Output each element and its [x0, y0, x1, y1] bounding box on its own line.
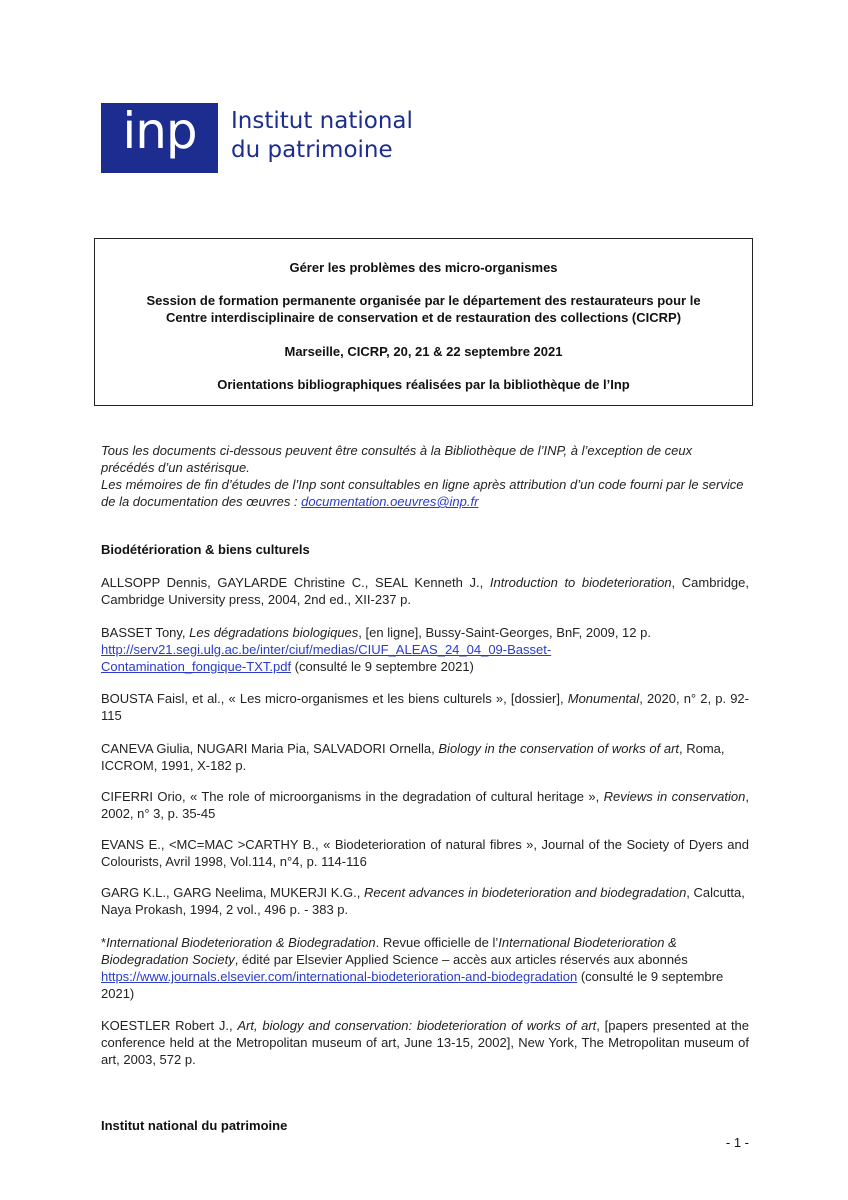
- logo-line-1: Institut national: [231, 108, 413, 134]
- reference-garg: [101, 884, 749, 918]
- reference-international-biodeterioration: [101, 934, 749, 1002]
- logo-mark: inp: [101, 103, 218, 173]
- intro-paragraph-2: [101, 476, 749, 510]
- footer-title: Institut national du patrimoine: [101, 1118, 288, 1133]
- ref-text: BOUSTA Faisl, et al., « Les micro-organismes et les biens culturels », [dossier],: [101, 691, 568, 706]
- ref-text: , [papers presented at the conference held at the Metropolitan museum of art, June 13-15, 2002], New York, The Metropolitan museum of art, 2003, 572 p.: [101, 1018, 750, 1067]
- page-number: - 1 -: [725, 1135, 749, 1150]
- reference-allsopp: [101, 574, 749, 608]
- reference-caneva: [101, 740, 749, 774]
- asterisk-mark: *: [101, 935, 107, 950]
- elsevier-url-link[interactable]: https://www.journals.elsevier.com/international-biodeterioration-and-biodegradation: [101, 969, 578, 984]
- ref-text: (consulté le 9 septembre 2021): [101, 969, 724, 1001]
- ref-text: CANEVA Giulia, NUGARI Maria Pia, SALVADORI Ornella,: [101, 741, 439, 756]
- title-line-1: Gérer les problèmes des micro-organismes: [289, 260, 558, 275]
- intro-note: [101, 442, 749, 510]
- ref-title: International Biodeterioration & Biodegradation: [106, 935, 376, 950]
- url-part-2: Contamination_fongique-TXT.pdf: [101, 659, 292, 674]
- title-line-3: Marseille, CICRP, 20, 21 & 22 septembre 2021: [284, 344, 563, 359]
- logo-line-2: du patrimoine: [231, 137, 393, 163]
- ref-text: , 2020, n° 2, p. 92-115: [101, 691, 749, 723]
- reference-bousta: [101, 690, 749, 724]
- section-title: Biodétérioration & biens culturels: [101, 542, 310, 557]
- ref-title: Introduction to biodeterioration: [489, 575, 672, 590]
- reference-koestler: [101, 1017, 749, 1068]
- ref-text: . Revue officielle de l’: [375, 935, 499, 950]
- title-line-2a: Session de formation permanente organisée par le département des restaurateurs pour le: [146, 293, 701, 308]
- ref-text: KOESTLER Robert J.,: [101, 1018, 238, 1033]
- logo-wordmark: [231, 107, 471, 165]
- intro-paragraph-1: Tous les documents ci-dessous peuvent être consultés à la Bibliothèque de l’INP, à l’exception de ceux précédés d’un astérisque.: [101, 443, 693, 475]
- reference-evans: [101, 836, 749, 870]
- title-line-2: [95, 292, 752, 326]
- ref-title: International Biodeterioration & Biodegradation Society: [101, 935, 677, 967]
- title-line-2b: Centre interdisciplinaire de conservation et de restauration des collections (CICRP): [165, 310, 682, 325]
- reference-basset: [101, 624, 749, 675]
- ref-text: , Cambridge, Cambridge University press, 2004, 2nd ed., XII-237 p.: [101, 575, 749, 607]
- ref-text: BASSET Tony,: [101, 625, 190, 640]
- ref-title: Recent advances in biodeterioration and biodegradation: [363, 885, 687, 900]
- ref-text: CIFERRI Orio, « The role of microorganisms in the degradation of cultural heritage »,: [101, 789, 604, 804]
- ref-text: ALLSOPP Dennis, GAYLARDE Christine C., SEAL Kenneth J.,: [101, 575, 490, 590]
- ref-text: , Roma, ICCROM, 1991, X-182 p.: [101, 741, 725, 773]
- url-part-1: http://serv21.segi.ulg.ac.be/inter/ciuf/medias/CIUF_ALEAS_24_04_09-Basset-: [101, 642, 552, 657]
- title-line-4: Orientations bibliographiques réalisées par la bibliothèque de l’Inp: [217, 377, 630, 392]
- ref-text: , 2002, n° 3, p. 35-45: [101, 789, 749, 821]
- ref-title: Biology in the conservation of works of art: [438, 741, 680, 756]
- ref-title: Reviews in conservation: [603, 789, 746, 804]
- ref-text: , édité par Elsevier Applied Science – accès aux articles réservés aux abonnés: [234, 952, 688, 967]
- title-box: [94, 238, 753, 406]
- ref-text: (consulté le 9 septembre 2021): [291, 659, 474, 674]
- ref-text: EVANS E., <MC=MAC >CARTHY B., « Biodeterioration of natural fibres », Journal of the Society of Dyers and Colourists, Avril 1998, Vol.114, n°4, p. 114-116: [101, 837, 749, 869]
- ref-title: Art, biology and conservation: biodeterioration of works of art: [237, 1018, 597, 1033]
- intro-paragraph-2-text: Les mémoires de fin d’études de l’Inp sont consultables en ligne après attribution d’un code fourni par le service de la documentation des œuvres :: [101, 477, 744, 509]
- ref-text: , Calcutta, Naya Prokash, 1994, 2 vol., 496 p. - 383 p.: [101, 885, 745, 917]
- ref-text: , [en ligne], Bussy-Saint-Georges, BnF, 2009, 12 p.: [358, 625, 651, 640]
- ref-text: GARG K.L., GARG Neelima, MUKERJI K.G.,: [101, 885, 364, 900]
- email-link[interactable]: documentation.oeuvres@inp.fr: [301, 494, 479, 509]
- ref-title: Monumental: [567, 691, 640, 706]
- ref-title: Les dégradations biologiques: [189, 625, 359, 640]
- reference-ciferri: [101, 788, 749, 822]
